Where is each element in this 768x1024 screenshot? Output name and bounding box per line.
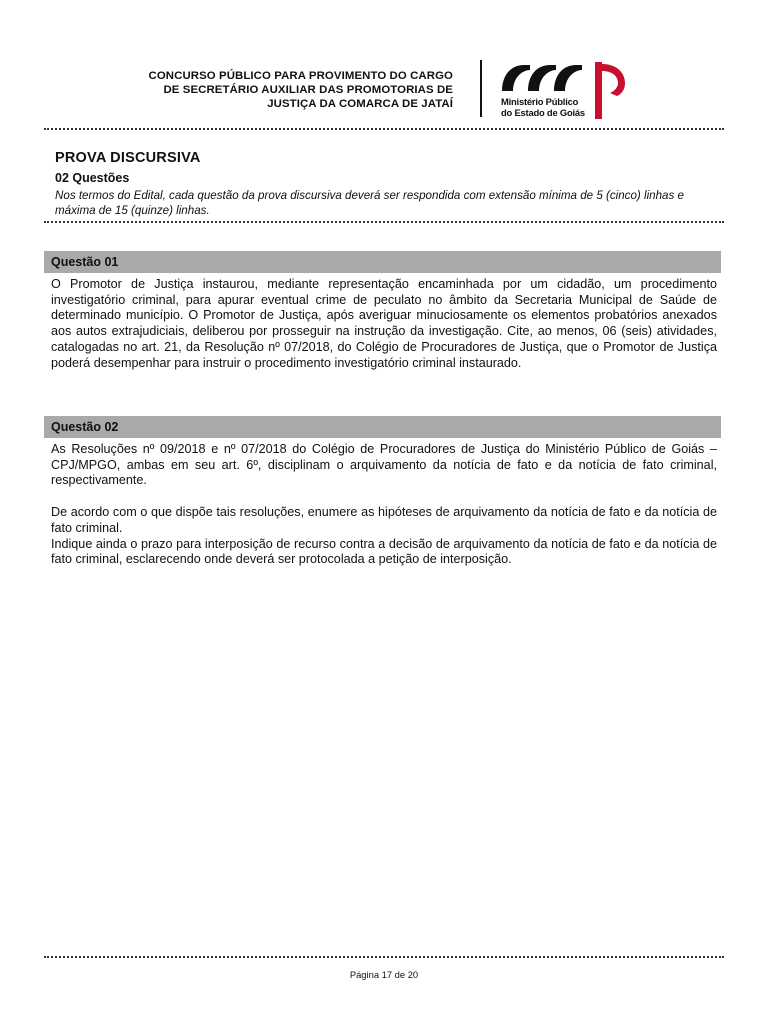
section-title: PROVA DISCURSIVA [55, 150, 201, 166]
question-2-header: Questão 02 [44, 416, 721, 438]
header-title-line-2: DE SECRETÁRIO AUXILIAR DAS PROMOTORIAS DE [163, 84, 453, 96]
question-1-body [51, 277, 717, 371]
logo-caption-line-2: do Estado de Goiás [501, 107, 585, 118]
page-number: Página 17 de 20 [349, 969, 419, 980]
question-1-paragraph-1: O Promotor de Justiça instaurou, mediante representação encaminhada por um cidadão, um procedimento investigatório criminal, para apurar eventual crime de peculato no âmbito da Secretaria Municipal de Saúde de determinado município. O Promotor de Justiça, após averiguar minuciosamente os elementos probatórios anexados aos autos extrajudiciais, deliberou por prosseguir na instrução da investigação. Cite, ao menos, 06 (seis) atividades, catalogadas no art. 21, da Resolução nº 07/2018, do Colégio de Procuradores de Justiça, que o Promotor de Justiça poderá desempenhar para instruir o procedimento investigatório criminal instaurado. [51, 277, 717, 370]
header-title-line-3: JUSTIÇA DA COMARCA DE JATAÍ [267, 98, 453, 110]
header-separator [480, 60, 482, 117]
section-subtitle: 02 Questões [55, 171, 130, 185]
logo-caption-line-1: Ministério Público [501, 96, 579, 107]
question-2-paragraph-3: Indique ainda o prazo para interposição de recurso contra a decisão de arquivamento da notícia de fato e da notícia de fato criminal, esclarecendo onde deverá ser protocolada a petição de interposição. [51, 536, 717, 567]
logo-caption [501, 96, 585, 118]
question-2-paragraph-2: De acordo com o que dispõe tais resoluções, enumere as hipóteses de arquivamento da notícia de fato e da notícia de fato criminal. [51, 505, 717, 535]
question-1-header: Questão 01 [44, 251, 721, 273]
footer-divider [44, 956, 724, 958]
header-divider [44, 128, 724, 130]
header-title-line-1: CONCURSO PÚBLICO PARA PROVIMENTO DO CARGO [148, 70, 453, 82]
section-divider [44, 221, 724, 223]
header-title [93, 69, 453, 111]
question-2-body [51, 442, 717, 568]
question-2-paragraph-1: As Resoluções nº 09/2018 e nº 07/2018 do Colégio de Procuradores de Justiça do Ministério Público de Goiás – CPJ/MPGO, ambas em seu art. 6º, disciplinam o arquivamento da notícia de fato e da notícia de fato criminal, respectivamente. [51, 442, 717, 488]
section-note: Nos termos do Edital, cada questão da prova discursiva deverá ser respondida com extensão mínima de 5 (cinco) linhas e máxima de 15 (quinze) linhas. [55, 189, 684, 217]
